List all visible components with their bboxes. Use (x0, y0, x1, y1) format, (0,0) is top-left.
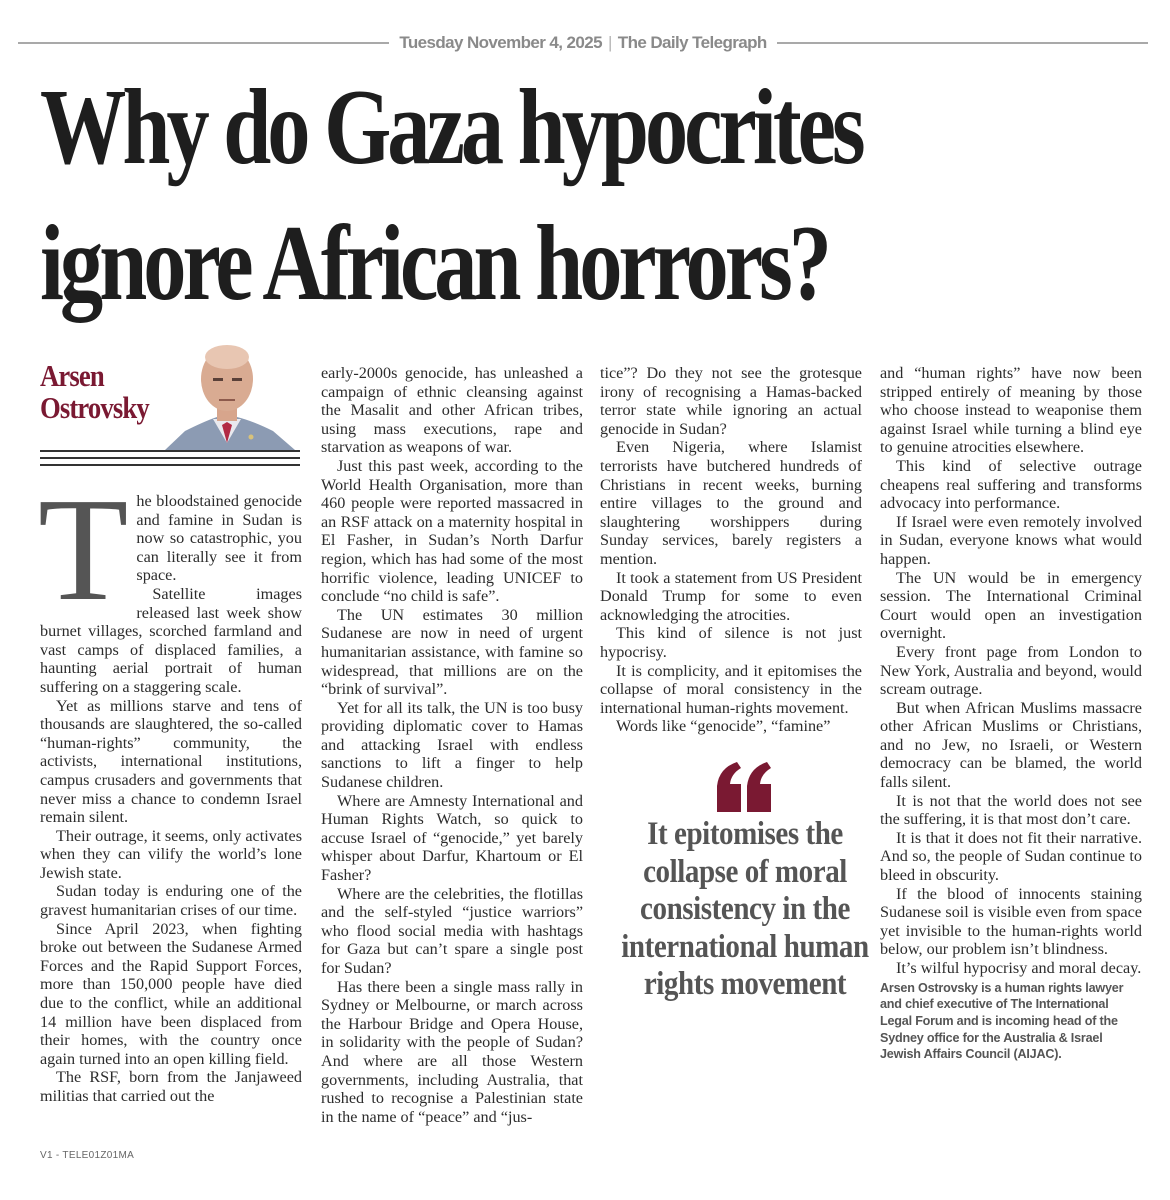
paragraph: Just this past week, according to the World Health Organisation, more than 460 people were reported massacred in an RSF attack on a maternity hospital in El Fasher, in Sudan’s North Darfur region, which has had some of the most horrific violence, leading UNICEF to conclude “no child is safe”. (321, 456, 583, 606)
paragraph: early-2000s genocide, has unleashed a campaign of ethnic cleansing against the Masalit and other African tribes, using mass executions, rape and starvation as weapons of war. (321, 364, 583, 457)
dateline-separator: | (607, 33, 612, 52)
author-last-name: Ostrovsky (40, 390, 149, 425)
paragraph: Yet for all its talk, the UN is too busy providing diplomatic cover to Hamas and attacking Israel with endless sanctions to lift a finger to help Sudanese children. (321, 698, 583, 792)
paragraph: Every front page from London to New York, Australia and beyond, would scream outrage. (880, 642, 1142, 699)
paragraph: Where are the celebrities, the flotillas and the self-styled “justice warriors” who flood social media with hashtags for Gaza but can’t spare a single post for Sudan? (321, 884, 583, 977)
paragraph: Yet as millions starve and tens of thousands are slaughtered, the so-called “human-rights” community, the activists, international institutions, campus crusaders and governments that never miss a chance to condemn Israel remain silent. (40, 696, 302, 827)
paragraph: tice”? Do they not see the grotesque irony of recognising a Hamas-backed terror state while ignoring an actual genocide in Sudan? (600, 364, 862, 438)
dateline-text (389, 33, 776, 53)
headline-line-1: Why do Gaza hypocrites (40, 68, 862, 187)
pull-quote-text: It epitomises the collapse of moral consistency in the international human rights movement (621, 816, 869, 1002)
paragraph: It is complicity, and it epitomises the collapse of moral consistency in the international human-rights movement. (600, 661, 862, 717)
paragraph: and “human rights” have now been stripped entirely of meaning by those who choose instead to weaponise them against Israel while turning a blind eye to genuine atrocities elsewhere. (880, 364, 1142, 457)
quote-mark-icon (600, 762, 890, 814)
pull-quote (600, 762, 890, 1004)
headline (40, 60, 928, 332)
publication-name: The Daily Telegraph (617, 33, 767, 52)
article-column-4 (880, 364, 1142, 1063)
paragraph: It is that it does not fit their narrative. And so, the people of Sudan continue to bleed in obscurity. (880, 828, 1142, 885)
paragraph: But when African Muslims massacre other African Muslims or Christians, and no Jew, no Israeli, or Western democracy can be blamed, the world falls silent. (880, 698, 1142, 792)
paragraph: Words like “genocide”, “famine” (616, 717, 831, 736)
paragraph: Has there been a single mass rally in Sydney or Melbourne, or march across the Harbour Bridge and Opera House, in solidarity with the people of Sudan? And where are all those Western governments, including Australia, that rushed to recognise a Palestinian state in the name of “peace” and “jus- (321, 977, 583, 1126)
dateline-rule-right (777, 42, 1148, 44)
rule-line (40, 450, 300, 452)
author-bio: Arsen Ostrovsky is a human rights lawyer and chief executive of The International Legal Forum and is incoming head of the Sydney office for the Australia & Israel Jewish Affairs Council (AIJAC). (880, 980, 1124, 1062)
page-slug: V1 - TELE01Z01MA (40, 1150, 135, 1161)
author-photo (155, 343, 300, 450)
dateline (18, 30, 1148, 56)
article-column-1 (38, 468, 302, 1106)
article-column-3 (600, 364, 862, 736)
paragraph: Since April 2023, when fighting broke out between the Sudanese Armed Forces and the Rapid Support Forces, more than 150,000 people have died due to the conflict, while an additional 14 million have been displaced from their homes, with the country once again turned into an open killing field. (40, 919, 302, 1068)
dateline-rule-left (18, 42, 389, 44)
paragraph: If Israel were even remotely involved in Sudan, everyone knows what would happen. (880, 512, 1142, 568)
paragraph: he bloodstained genocide and famine in Sudan is now so catastrophic, you can literally see it from space. (136, 492, 302, 585)
paragraph: It is not that the world does not see the suffering, it is that most don’t care. (880, 791, 1142, 829)
author-first-name: Arsen (40, 358, 104, 393)
paragraph: If the blood of innocents staining Sudanese soil is visible even from space yet invisible to the human-rights world below, our problem isn’t blindness. (880, 884, 1142, 959)
paragraph: This kind of silence is not just hypocrisy. (600, 624, 862, 661)
paragraph: Even Nigeria, where Islamist terrorists have butchered hundreds of Christians in recent weeks, burning entire villages to the ground and slaughtering worshippers during Sunday services, barely registers a mention. (600, 438, 862, 568)
paragraph: The RSF, born from the Janjaweed militias that carried out the (40, 1068, 302, 1105)
paragraph: The UN estimates 30 million Sudanese are now in need of urgent humanitarian assistance, with famine so widespread, that millions are on the “brink of survival”. (321, 605, 583, 699)
author-headshot-icon (155, 343, 300, 450)
issue-date: Tuesday November 4, 2025 (399, 33, 602, 52)
article-column-2 (321, 364, 583, 1126)
paragraph: The UN would be in emergency session. The International Criminal Court would open an investigation overnight. (880, 568, 1142, 643)
rule-line (40, 464, 300, 466)
paragraph: Satellite images released last week show burnet villages, scorched farmland and vast camps of displaced families, a haunting aerial portrait of human suffering on a staggering scale. (40, 584, 302, 696)
paragraph: This kind of selective outrage cheapens real suffering and transforms advocacy into performance. (880, 456, 1142, 513)
paragraph: Their outrage, it seems, only activates when they can vilify the world’s lone Jewish state. (40, 826, 302, 882)
paragraph: Where are Amnesty International and Human Rights Watch, so quick to accuse Israel of “genocide,” yet barely whisper about Darfur, Khartoum or El Fasher? (321, 791, 583, 885)
paragraph: Sudan today is enduring one of the gravest humanitarian crises of our time. (40, 882, 302, 920)
paragraph: It’s wilful hypocrisy and moral decay. (896, 959, 1142, 977)
drop-cap: T (38, 468, 129, 632)
headline-line-2: ignore African horrors? (40, 204, 828, 323)
paragraph: It took a statement from US President Donald Trump for some to even acknowledging the atrocities. (600, 568, 862, 624)
rule-line (40, 457, 300, 459)
